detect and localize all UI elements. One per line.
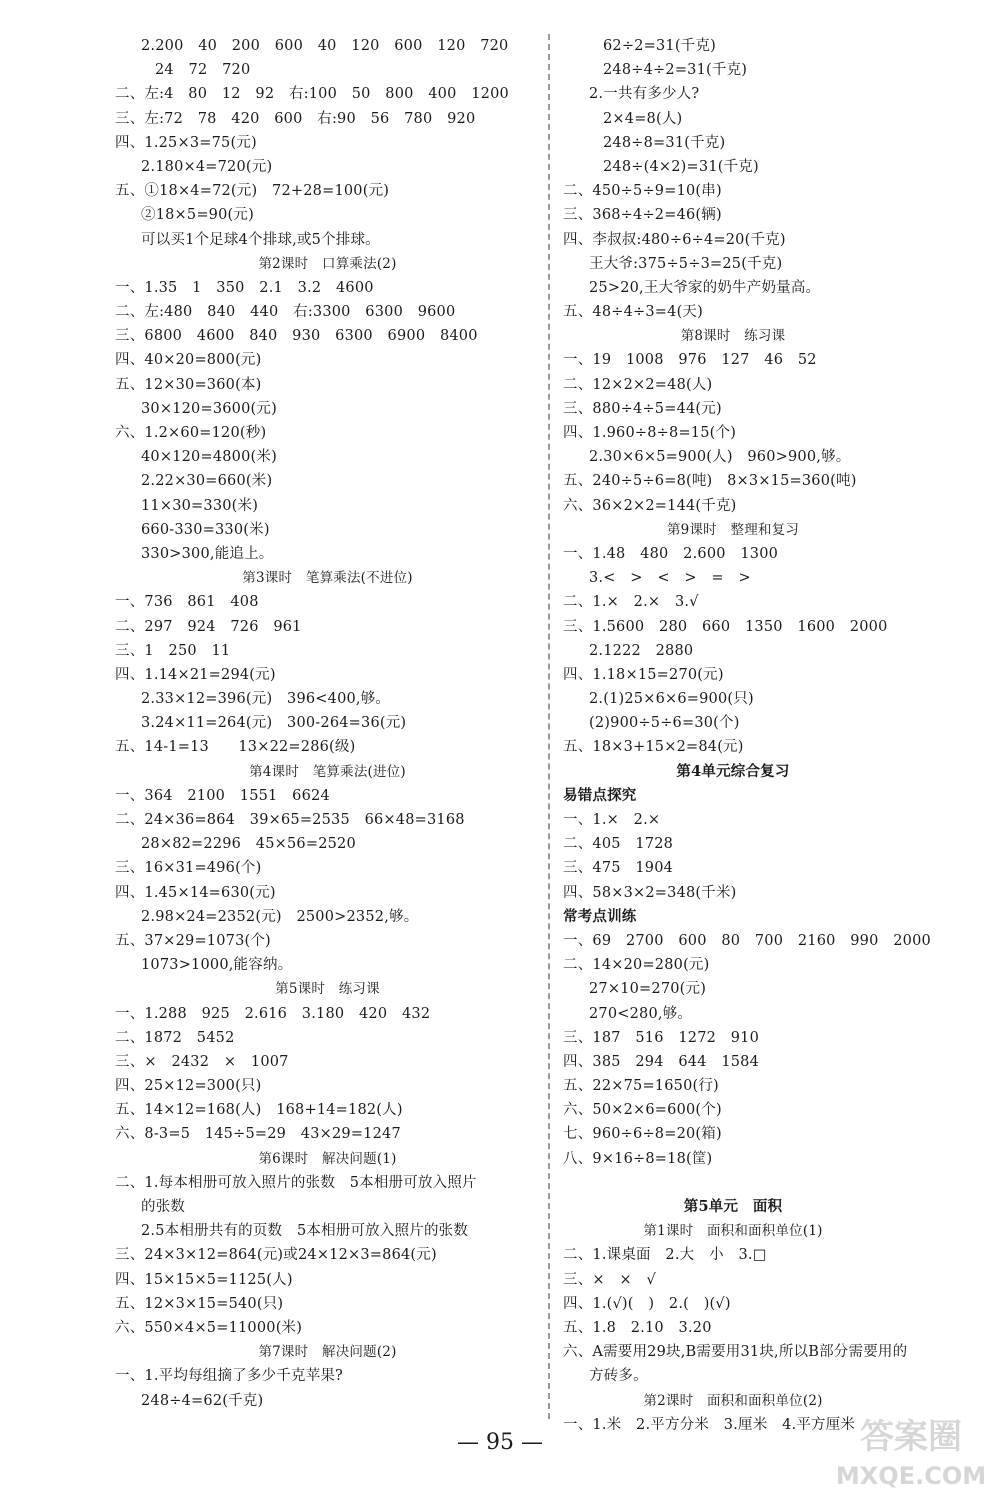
answer-line: 一、1.米 2.平方分米 3.厘米 4.平方厘米 [563,1416,856,1433]
column-divider [548,34,550,1419]
answer-line: 二、405 1728 [563,836,674,853]
watermark-logo [836,1406,986,1496]
answer-line: 可以买1个足球4个排球,或5个排球。 [141,231,380,248]
answer-line: 二、297 924 726 961 [115,618,302,635]
unit-heading: 第4单元综合复习 [676,762,790,780]
answer-line: 248÷8=31(千克) [603,134,726,151]
lesson-heading: 第2课时 口算乘法(2) [258,255,397,272]
answer-line: 二、左:480 840 440 右:3300 6300 9600 [115,304,456,321]
answer-line: 六、50×2×6=600(个) [563,1102,722,1119]
page-number: — 95 — [457,1430,543,1455]
answer-line: 270<280,够。 [589,1005,693,1022]
answer-line: 2.30×6×5=900(人) 960>900,够。 [589,449,851,466]
lesson-heading: 第6课时 解决问题(1) [258,1150,397,1167]
answer-line: 五、1.8 2.10 3.20 [563,1319,712,1336]
answer-line: 27×10=270(元) [589,981,707,998]
answer-line: 2.22×30=660(米) [141,473,273,490]
answer-line: 三、× 2432 × 1007 [115,1053,289,1070]
answer-line: 五、48÷4÷3=4(天) [563,304,703,321]
answer-line: 三、880÷4÷5=44(元) [563,400,722,417]
answer-line: 四、1.45×14=630(元) [115,884,276,901]
answer-line: 一、1.35 1 350 2.1 3.2 4600 [115,279,374,296]
answer-line: 一、1.× 2.× [563,812,661,828]
right-answer-column [563,34,931,1437]
answer-line: 3.< > < > = > [589,570,751,587]
answer-line: 三、24×3×12=864(元)或24×12×3=864(元) [115,1247,437,1264]
lesson-heading: 第2课时 面积和面积单位(2) [643,1392,823,1409]
answer-line: 五、①18×4=72(元) 72+28=100(元) [115,183,390,200]
answer-line: 七、960÷6÷8=20(箱) [563,1126,722,1143]
answer-line: 2.1222 2880 [589,642,694,659]
answer-line: 一、736 861 408 [115,594,259,611]
answer-line: 四、1.(√)( ) 2.( )(√) [563,1295,731,1312]
answer-line: 二、12×2×2=48(人) [563,376,713,393]
answer-line: 五、14-1=13 13×22=286(级) [115,739,356,756]
answer-line: 2.200 40 200 600 40 120 600 120 720 [141,38,509,54]
answer-line: 三、6800 4600 840 930 6300 6900 8400 [115,328,478,345]
answer-line: 方砖多。 [589,1368,648,1385]
answer-line: 六、36×2×2=144(千克) [563,497,737,514]
lesson-heading: 第9课时 整理和复习 [666,521,800,538]
answer-line: 2.一共有多少人? [589,86,700,103]
left-answer-column [115,34,540,1413]
answer-line: 2×4=8(人) [603,110,683,127]
answer-line: 四、25×12=300(只) [115,1078,262,1095]
answer-line: 的张数 [141,1199,186,1215]
answer-line: 四、1.960÷8÷8=15(个) [563,425,737,441]
answer-line: 五、18×3+15×2=84(元) [563,739,744,756]
answer-line: 248÷(4×2)=31(千克) [603,158,759,175]
answer-line: 2.33×12=396(元) 396<400,够。 [141,691,391,708]
answer-line: 六、A需要用29块,B需要用31块,所以B部分需要用的 [563,1344,908,1361]
answer-line: 24 72 720 [155,62,251,79]
watermark-top-text: 答案圈 [860,1417,962,1457]
answer-line: 五、14×12=168(人) 168+14=182(人) [115,1102,403,1119]
answer-line: 一、364 2100 1551 6624 [115,787,330,804]
answer-line: 11×30=330(米) [141,497,259,514]
answer-line: 一、1.48 480 2.600 1300 [563,545,779,562]
answer-line: 二、1872 5452 [115,1029,235,1046]
answer-line: 330>300,能追上。 [141,545,274,562]
answer-line: 二、14×20=280(元) [563,957,710,974]
answer-line: 三、1.5600 280 660 1350 1600 2000 [563,618,888,635]
answer-line: 30×120=3600(元) [141,400,277,417]
answer-line: 四、1.14×21=294(元) [115,666,276,683]
answer-line: 二、450÷5÷9=10(串) [563,183,722,200]
lesson-heading: 第5课时 练习课 [275,981,380,998]
answer-line: 248÷4÷2=31(千克) [603,62,748,79]
lesson-heading: 第7课时 解决问题(2) [258,1344,397,1361]
answer-line: 二、1.× 2.× 3.√ [563,594,699,611]
section-subheading: 常考点训练 [563,907,637,925]
answer-line: 2.(1)25×6×6=900(只) [589,691,754,708]
answer-line: 三、1 250 11 [115,642,231,659]
answer-line: 五、240÷5÷6=8(吨) 8×3×15=360(吨) [563,473,857,490]
answer-line: 五、12×3×15=540(只) [115,1295,284,1312]
answer-line [563,1171,903,1195]
answer-line: 一、69 2700 600 80 700 2160 990 2000 [563,932,931,949]
answer-line: 三、368÷4÷2=46(辆) [563,207,722,224]
answer-line: 五、12×30=360(本) [115,376,262,393]
answer-line: 三、187 516 1272 910 [563,1029,760,1046]
answer-line: ②18×5=90(元) [141,207,254,224]
answer-line: 40×120=4800(米) [141,449,277,466]
answer-line: 3.24×11=264(元) 300-264=36(元) [141,715,407,732]
answer-line: 三、475 1904 [563,860,674,877]
lesson-heading: 第1课时 面积和面积单位(1) [643,1223,823,1240]
answer-line: 王大爷:375÷5÷3=25(千克) [589,255,783,272]
answer-line: 四、40×20=800(元) [115,352,262,369]
answer-line: 五、22×75=1650(行) [563,1078,719,1095]
answer-line: 五、37×29=1073(个) [115,932,271,949]
lesson-heading: 第3课时 笔算乘法(不进位) [242,570,413,587]
answer-line: 248÷4=62(千克) [141,1392,264,1409]
answer-line: 一、19 1008 976 127 46 52 [563,352,817,369]
answer-line: 六、8-3=5 145÷5=29 43×29=1247 [115,1126,401,1143]
answer-line: 四、58×3×2=348(千米) [563,884,737,901]
answer-line: 二、1.课桌面 2.大 小 3.□ [563,1247,767,1264]
answer-line: 二、1.每本相册可放入照片的张数 5本相册可放入照片 [115,1174,477,1191]
watermark-bottom-text: MXQE.COM [836,1462,986,1490]
answer-line: 六、1.2×60=120(秒) [115,425,267,441]
answer-line: 三、16×31=496(个) [115,860,262,877]
unit-heading: 第5单元 面积 [683,1198,783,1215]
answer-line: 62÷2=31(千克) [603,38,716,54]
answer-line: 六、550×4×5=11000(米) [115,1319,303,1336]
answer-line: 1073>1000,能容纳。 [141,957,293,974]
answer-line: 四、李叔叔:480÷6÷4=20(千克) [563,231,786,248]
answer-line: 二、24×36=864 39×65=2535 66×48=3168 [115,812,465,828]
answer-line: 28×82=2296 45×56=2520 [141,836,356,853]
answer-line: (2)900÷5÷6=30(个) [589,715,740,732]
answer-line: 一、1.288 925 2.616 3.180 420 432 [115,1005,431,1022]
answer-line: 四、385 294 644 1584 [563,1053,760,1070]
answer-line: 三、× × √ [563,1271,656,1288]
answer-line: 八、9×16÷8=18(筐) [563,1150,713,1167]
answer-line: 二、左:4 80 12 92 右:100 50 800 400 1200 [115,86,509,103]
answer-line: 2.180×4=720(元) [141,158,273,175]
section-subheading: 易错点探究 [563,786,637,804]
answer-line: 四、1.25×3=75(元) [115,134,257,151]
lesson-heading: 第8课时 练习课 [680,328,786,345]
answer-line: 三、左:72 78 420 600 右:90 56 780 920 [115,110,476,127]
answer-line: 660-330=330(米) [141,521,270,538]
lesson-heading: 第4课时 笔算乘法(进位) [249,763,406,780]
answer-line: 四、1.18×15=270(元) [563,666,724,683]
answer-line: 2.98×24=2352(元) 2500>2352,够。 [141,908,419,925]
answer-line: 一、1.平均每组摘了多少千克苹果? [115,1368,344,1385]
answer-line: 25>20,王大爷家的奶牛产奶量高。 [589,279,821,296]
answer-line: 四、15×15×5=1125(人) [115,1271,293,1288]
answer-line: 2.5本相册共有的页数 5本相册可放入照片的张数 [141,1223,469,1240]
